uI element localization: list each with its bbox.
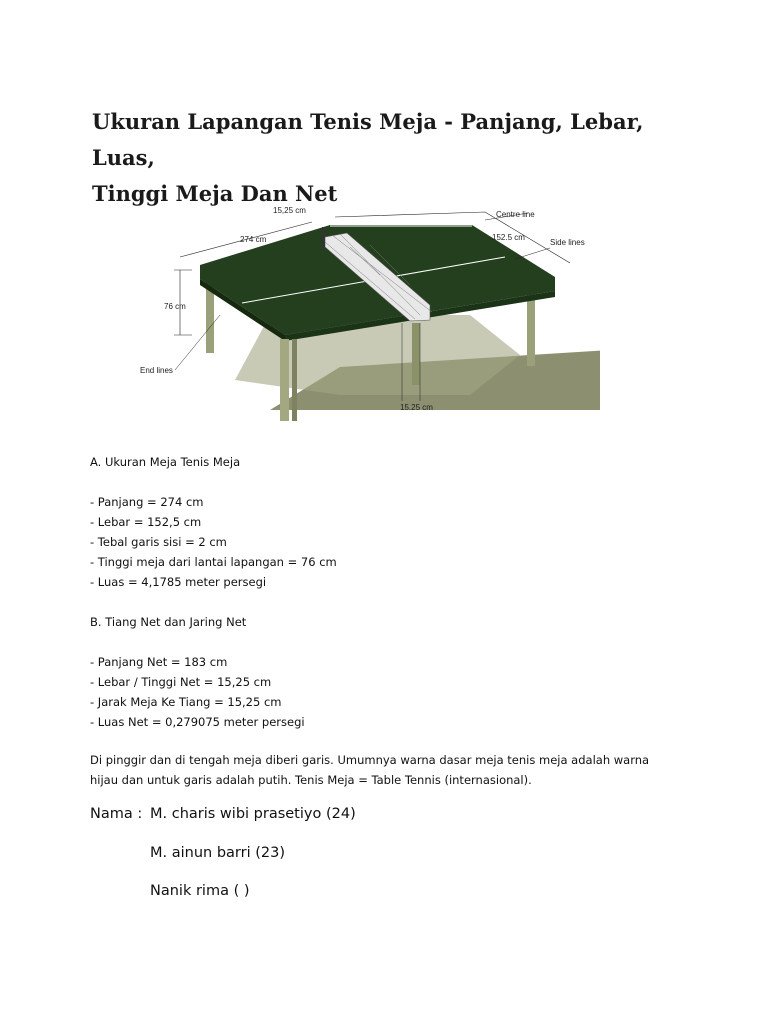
label-end-lines: End lines: [140, 366, 173, 375]
label-table-height: 76 cm: [164, 302, 186, 311]
list-item: - Tebal garis sisi = 2 cm: [90, 535, 227, 549]
member-2: M. ainun barri (23): [150, 845, 285, 861]
leg-back-left: [206, 283, 214, 353]
list-item: - Luas Net = 0,279075 meter persegi: [90, 715, 305, 729]
label-length: 274 cm: [240, 235, 267, 244]
list-item: - Panjang = 274 cm: [90, 495, 204, 509]
list-item: - Tinggi meja dari lantai lapangan = 76 cm: [90, 555, 337, 569]
leg-back-right: [527, 291, 535, 366]
leader-side: [515, 248, 550, 259]
label-net-overhang: 15.25 cm: [400, 403, 433, 412]
list-item: - Panjang Net = 183 cm: [90, 655, 228, 669]
net-post: [322, 227, 325, 249]
section-b-heading: B. Tiang Net dan Jaring Net: [90, 615, 247, 629]
names-label: Nama :: [90, 806, 143, 822]
list-item: - Lebar / Tinggi Net = 15,25 cm: [90, 675, 272, 689]
section-b-list: [90, 652, 305, 732]
title-line-1: Ukuran Lapangan Tenis Meja - Panjang, Lebar, Luas,: [92, 109, 644, 170]
table-tennis-diagram: [140, 195, 600, 425]
description-paragraph: Di pinggir dan di tengah meja diberi garis. Umumnya warna dasar meja tenis meja adalah warna hijau dan untuk garis adalah putih. Tenis Meja = Table Tennis (internasional).: [90, 753, 650, 787]
label-side-lines: Side lines: [550, 238, 585, 247]
member-3: Nanik rima ( ): [150, 883, 250, 899]
list-item: - Luas = 4,1785 meter persegi: [90, 575, 267, 589]
leg-front-right: [292, 339, 297, 421]
member-1: M. charis wibi prasetiyo (24): [150, 806, 356, 822]
section-a-list: [90, 492, 337, 592]
label-width: 152.5 cm: [492, 233, 525, 242]
leg-middle: [412, 323, 420, 385]
label-net-height: 15,25 cm: [273, 206, 306, 215]
label-centre-line: Centre line: [496, 210, 535, 219]
title-line-2: Tinggi Meja Dan Net: [92, 181, 338, 206]
section-a-heading: A. Ukuran Meja Tenis Meja: [90, 455, 241, 469]
list-item: - Lebar = 152,5 cm: [90, 515, 202, 529]
leg-front-left: [280, 339, 289, 421]
list-item: - Jarak Meja Ke Tiang = 15,25 cm: [90, 695, 282, 709]
